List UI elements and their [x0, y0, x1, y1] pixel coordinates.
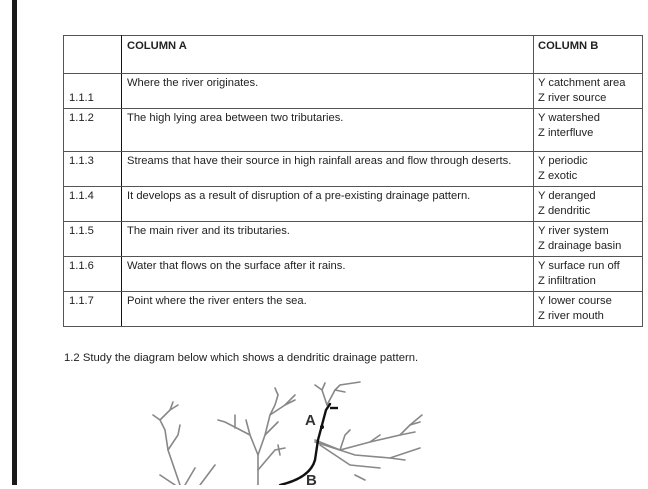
row-number: 1.1.2 — [64, 109, 122, 152]
row-options — [534, 257, 643, 292]
option-y: Y catchment area — [538, 77, 626, 89]
table-row — [64, 222, 643, 257]
row-question: Where the river originates. — [122, 74, 534, 109]
row-question: Point where the river enters the sea. — [122, 292, 534, 327]
row-question: The main river and its tributaries. — [122, 222, 534, 257]
table-row — [64, 292, 643, 327]
row-options — [534, 109, 643, 152]
left-margin-bar — [12, 0, 17, 485]
row-options — [534, 187, 643, 222]
table-row — [64, 152, 643, 187]
option-y: Y lower course — [538, 295, 612, 307]
matching-table — [63, 35, 643, 327]
option-z: Z river mouth — [538, 310, 604, 322]
option-y: Y surface run off — [538, 260, 620, 272]
header-number-cell — [64, 36, 122, 74]
table-row — [64, 257, 643, 292]
header-column-b: COLUMN B — [534, 36, 643, 74]
row-number: 1.1.1 — [64, 74, 122, 109]
diagram-label-a: A — [305, 412, 316, 429]
row-options — [534, 152, 643, 187]
option-z: Z exotic — [538, 170, 578, 182]
option-y: Y periodic — [538, 155, 588, 167]
option-y: Y deranged — [538, 190, 596, 202]
row-options — [534, 222, 643, 257]
row-number: 1.1.3 — [64, 152, 122, 187]
option-z: Z dendritic — [538, 205, 591, 217]
row-options — [534, 74, 643, 109]
row-number: 1.1.6 — [64, 257, 122, 292]
table-row — [64, 74, 643, 109]
table-row — [64, 109, 643, 152]
dendritic-drainage-diagram — [140, 380, 460, 485]
table-row — [64, 187, 643, 222]
row-options — [534, 292, 643, 327]
row-number: 1.1.7 — [64, 292, 122, 327]
row-question: Streams that have their source in high rainfall areas and flow through deserts. — [122, 152, 534, 187]
diagram-label-b: B — [306, 472, 317, 489]
question-1-2-prompt: 1.2 Study the diagram below which shows a dendritic drainage pattern. — [64, 352, 419, 364]
row-number: 1.1.5 — [64, 222, 122, 257]
option-z: Z drainage basin — [538, 240, 622, 252]
option-z: Z river source — [538, 92, 607, 104]
table-header-row — [64, 36, 643, 74]
option-z: Z infiltration — [538, 275, 596, 287]
option-z: Z interfluve — [538, 127, 594, 139]
row-question: Water that flows on the surface after it rains. — [122, 257, 534, 292]
row-number: 1.1.4 — [64, 187, 122, 222]
option-y: Y river system — [538, 225, 609, 237]
row-question: The high lying area between two tributaries. — [122, 109, 534, 152]
junction-point — [320, 425, 324, 429]
row-question: It develops as a result of disruption of a pre-existing drainage pattern. — [122, 187, 534, 222]
header-column-a: COLUMN A — [122, 36, 534, 74]
option-y: Y watershed — [538, 112, 600, 124]
